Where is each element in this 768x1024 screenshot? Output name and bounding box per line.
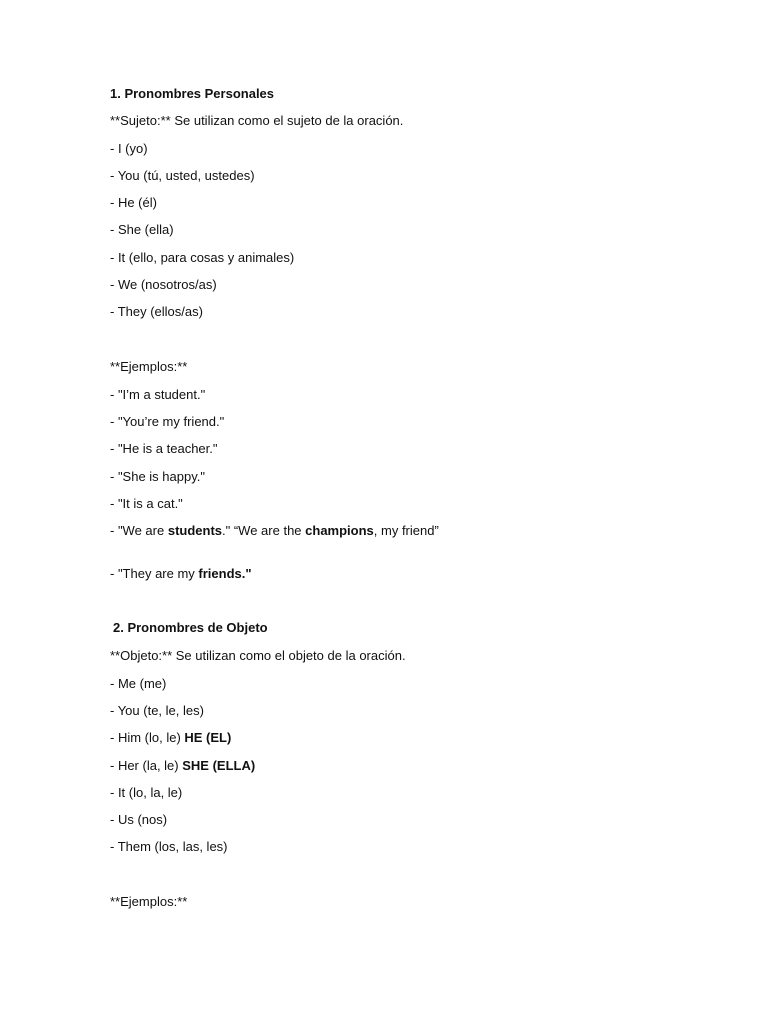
text-span: , my friend” [373,523,439,538]
list-item: - Us (nos) [110,812,168,827]
list-item: - You (te, le, les) [110,703,204,718]
text-span: - Her (la, le) [110,758,183,773]
list-item-her [110,758,255,774]
examples-label: **Ejemplos:** [110,359,188,374]
list-item: - He (él) [110,195,157,210]
list-item: - You (tú, usted, ustedes) [110,168,255,183]
bold-word-friends: friends." [198,566,252,581]
list-item: - She (ella) [110,222,174,237]
section-heading-personales: 1. Pronombres Personales [110,86,275,101]
text-span: - "We are [110,523,168,538]
example-item: - "He is a teacher." [110,441,218,456]
text-span: ." “We are the [222,523,306,538]
list-item-him [110,730,231,746]
example-item-they [110,566,252,582]
text-span: - Him (lo, le) [110,730,185,745]
bold-note-she: SHE (ELLA) [182,758,256,773]
bold-note-he: HE (EL) [184,730,232,745]
list-item: - They (ellos/as) [110,304,203,319]
example-item: - "You’re my friend." [110,414,225,429]
example-item-we [110,523,439,539]
example-item: - "She is happy." [110,469,205,484]
text-span: - "They are my [110,566,199,581]
list-item: - We (nosotros/as) [110,277,217,292]
section-heading-objeto: 2. Pronombres de Objeto [113,620,268,635]
section-intro-sujeto: **Sujeto:** Se utilizan como el sujeto de la oración. [110,113,404,128]
list-item: - Them (los, las, les) [110,839,228,854]
example-item: - "I’m a student." [110,387,206,402]
list-item: - Me (me) [110,676,167,691]
bold-word-students: students [167,523,223,538]
section-intro-objeto: **Objeto:** Se utilizan como el objeto de la oración. [110,648,406,663]
list-item: - It (ello, para cosas y animales) [110,250,295,265]
bold-word-champions: champions [305,523,374,538]
list-item: - It (lo, la, le) [110,785,183,800]
example-item: - "It is a cat." [110,496,183,511]
examples-label: **Ejemplos:** [110,894,188,909]
list-item: - I (yo) [110,141,148,156]
